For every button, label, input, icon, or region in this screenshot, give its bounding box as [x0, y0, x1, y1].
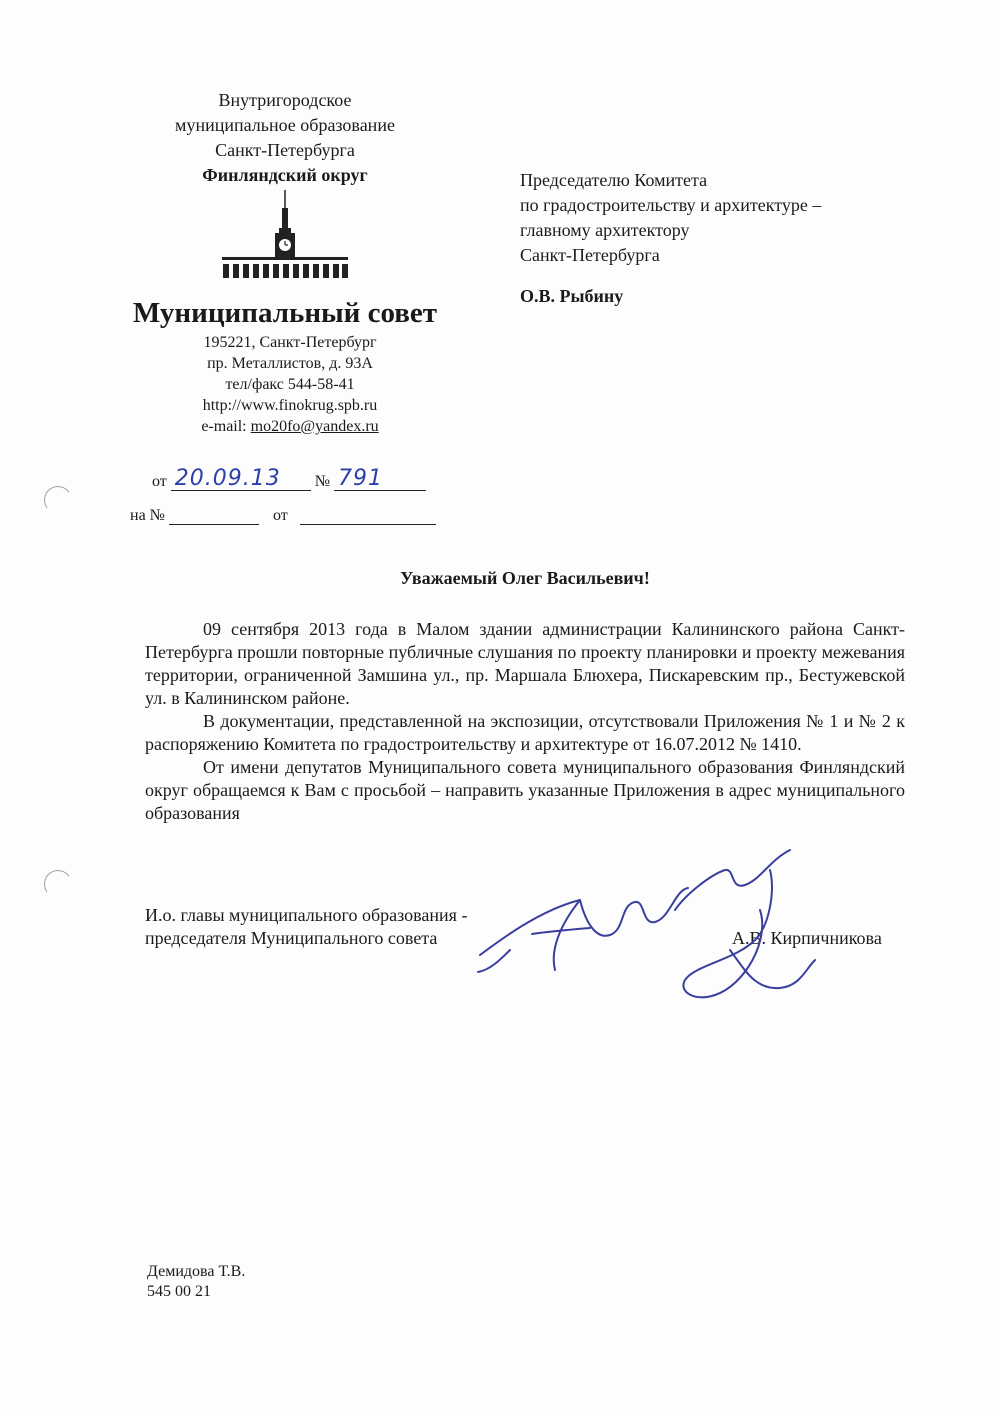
paragraph-2: В документации, представленной на экспозиции, отсутствовали Приложения № 1 и № 2 к распоряжению Комитета по градостроительству и архитектуре от 16.07.2012 № 1410.: [145, 711, 905, 754]
postal-address: 195221, Санкт-Петербург: [203, 334, 377, 351]
salutation: Уважаемый Олег Васильевич!: [400, 568, 650, 588]
letterhead-line-2: муниципальное образование: [175, 115, 395, 135]
reply-from-label: от: [272, 507, 288, 524]
signatory-title: [145, 904, 467, 950]
recipient-line-3: главному архитектору: [520, 220, 690, 240]
reply-reference: [130, 506, 436, 525]
email-line: [135, 416, 445, 437]
handwritten-date: 20.09.13: [174, 466, 281, 491]
recipient-line-2: по градостроительству и архитектуре –: [520, 195, 822, 215]
district-name: Финляндский округ: [202, 165, 368, 185]
recipient-block: [520, 168, 940, 309]
hole-punch-mark: [42, 868, 74, 900]
from-label: от: [152, 473, 167, 490]
letterhead: [120, 88, 450, 188]
phone-fax: тел/факс 544-58-41: [225, 376, 355, 393]
reply-number-label: на №: [130, 507, 165, 524]
executor-block: [147, 1262, 245, 1302]
recipient-line-4: Санкт-Петербурга: [520, 245, 660, 265]
paragraph-3: От имени депутатов Муниципального совета муниципального образования Финляндский округ обращаемся к Вам с просьбой – направить указанные Приложения в адрес муниципального образования: [145, 757, 905, 823]
hole-punch-mark: [42, 484, 74, 516]
email-label: e-mail:: [201, 418, 251, 435]
street-address: пр. Металлистов, д. 93А: [207, 355, 373, 372]
council-title: Муниципальный совет: [132, 297, 438, 329]
signatory-name: А.В. Кирпичникова: [732, 928, 882, 948]
executor-phone: 545 00 21: [147, 1283, 211, 1300]
recipient-name: О.В. Рыбину: [520, 286, 624, 306]
handwritten-number: 791: [338, 466, 384, 491]
reply-date-field: [300, 506, 436, 525]
reply-number-field: [169, 506, 259, 525]
date-field: [171, 466, 311, 491]
number-field: [334, 466, 426, 491]
building-with-clock-tower-icon: [218, 188, 352, 284]
signatory-title-line-1: И.о. главы муниципального образования -: [145, 905, 468, 925]
website-link[interactable]: http://www.finokrug.spb.ru: [202, 397, 378, 414]
executor-name: Демидова Т.В.: [147, 1263, 246, 1280]
letterhead-line-1: Внутригородское: [218, 90, 352, 110]
handwritten-signature: [470, 830, 860, 1010]
recipient-line-1: Председателю Комитета: [520, 170, 708, 190]
paragraph-1: 09 сентября 2013 года в Малом здании администрации Калининского района Санкт-Петербурга прошли повторные публичные слушания по проекту планировки и проекту межевания территории, ограниченной Замшина ул., пр. Маршала Блюхера, Пискаревским пр., Бестужевской ул. в Калининском районе.: [145, 619, 905, 708]
letterhead-line-3: Санкт-Петербурга: [215, 140, 355, 160]
signatory-title-line-2: председателя Муниципального совета: [145, 928, 438, 948]
address-block: [135, 332, 445, 437]
outgoing-reference: [152, 466, 426, 491]
council-block: [100, 296, 470, 330]
number-label: №: [314, 473, 331, 490]
email-link[interactable]: mo20fo@yandex.ru: [250, 418, 379, 435]
letter-body: [145, 618, 905, 825]
